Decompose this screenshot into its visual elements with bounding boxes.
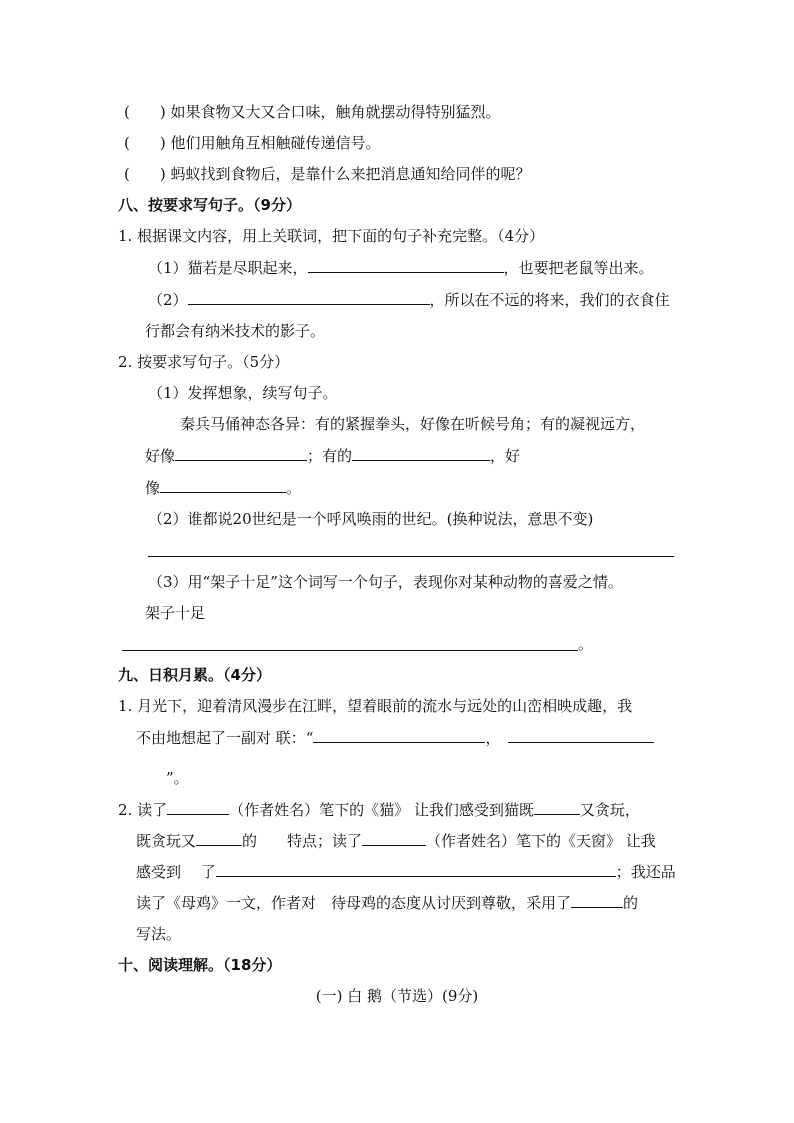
- s9-q1-line-2: [136, 728, 654, 748]
- answer-blank[interactable]: [175, 446, 307, 461]
- s8-q2-item-3-word: 架子十足: [145, 604, 206, 622]
- label: ；有的: [307, 447, 353, 465]
- judge-text: 蚂蚁找到食物后，是靠什么来把消息通知给同伴的呢？: [170, 165, 531, 183]
- answer-blank[interactable]: [160, 478, 286, 493]
- s8-q1-sentence-2: [148, 290, 670, 310]
- s8-q2-item-2: （2）谁都说20世纪是一个呼风唤雨的世纪。(换种说法，意思不变): [148, 510, 594, 528]
- label: 像: [145, 479, 161, 497]
- label: （2）: [148, 291, 188, 309]
- answer-blank[interactable]: [188, 290, 430, 305]
- answer-blank[interactable]: [534, 800, 580, 815]
- label: 感受到 了: [136, 863, 216, 881]
- s8-q2-item-1-blanks: [145, 446, 520, 466]
- answer-blank[interactable]: [196, 831, 242, 846]
- s8-q2-item-3: （3）用“架子十足”这个词写一个句子，表现你对某种动物的喜爱之情。: [148, 573, 623, 591]
- judge-line-2: [124, 133, 381, 153]
- label: ，: [485, 729, 501, 747]
- label: ，所以在不远的将来，我们的衣食住: [429, 291, 670, 309]
- label: （作者姓名）笔下的《猫》 让我们感受到猫既: [229, 801, 534, 819]
- answer-blank[interactable]: [508, 728, 654, 743]
- s9-q1-line-3: ”。: [166, 769, 189, 787]
- answer-blank[interactable]: [362, 831, 426, 846]
- paren-blank[interactable]: ( ): [124, 103, 166, 121]
- answer-blank[interactable]: [571, 893, 623, 908]
- label: （作者姓名）笔下的《天窗》 让我: [426, 832, 656, 850]
- paren-blank[interactable]: ( ): [124, 134, 166, 152]
- s8-q2-item-1-body: 秦兵马俑神态各异：有的紧握拳头，好像在听候号角；有的凝视远方，: [180, 415, 646, 433]
- answer-line[interactable]: [148, 556, 674, 557]
- label: 既贪玩又: [136, 832, 197, 850]
- s9-q2-line-3: [136, 862, 676, 882]
- s8-q2-item-3-end: 。: [578, 635, 594, 653]
- s8-q1-sentence-2-cont: 行都会有纳米技术的影子。: [145, 322, 326, 340]
- judge-text: 如果食物又大又合口味，触角就摆动得特别猛烈。: [170, 103, 501, 121]
- label: 2. 读了: [118, 801, 168, 819]
- judge-line-3: [124, 164, 531, 184]
- s9-q2-line-1: [118, 800, 640, 820]
- s8-q1: 1. 根据课文内容，用上关联词，把下面的句子补充完整。（4分）: [118, 227, 545, 245]
- label: 。: [286, 479, 302, 497]
- label: ；我还品: [615, 863, 676, 881]
- judge-text: 他们用触角互相触碰传递信号。: [170, 134, 381, 152]
- section-9-title: 九、日积月累。（4分）: [118, 666, 271, 684]
- label: 好像: [145, 447, 176, 465]
- label: ，好: [490, 447, 521, 465]
- answer-blank[interactable]: [352, 446, 490, 461]
- answer-blank[interactable]: [313, 728, 485, 743]
- s8-q1-sentence-1: [148, 258, 654, 278]
- judge-line-1: [124, 102, 501, 122]
- s9-q2-line-5: 写法。: [136, 925, 182, 943]
- label: 不由地想起了一副对 联：“: [136, 729, 314, 747]
- label: 的: [623, 894, 639, 912]
- reading-subtitle: (一) 白 鹅（节选）(9分): [315, 987, 479, 1005]
- s9-q2-line-2: [136, 831, 656, 851]
- answer-line[interactable]: [122, 650, 578, 651]
- s9-q1-line-1: 1. 月光下，迎着清风漫步在江畔，望着眼前的流水与远处的山峦相映成趣，我: [118, 697, 633, 715]
- paren-blank[interactable]: ( ): [124, 165, 166, 183]
- label: 的 特点；读了: [242, 832, 363, 850]
- label: 读了《母鸡》一文，作者对 待母鸡的态度从讨厌到尊敬，采用了: [136, 894, 572, 912]
- s8-q2: 2. 按要求写句子。（5分）: [118, 353, 290, 371]
- label: 又贪玩，: [579, 801, 640, 819]
- s9-q2-line-4: [136, 893, 638, 913]
- section-10-title: 十、阅读理解。（18分）: [118, 956, 282, 974]
- label: （1）猫若是尽职起来，: [148, 259, 308, 277]
- answer-blank[interactable]: [216, 862, 616, 877]
- label: ，也要把老鼠等出来。: [503, 259, 654, 277]
- s8-q2-item-1-blank-end: [145, 478, 301, 498]
- answer-blank[interactable]: [167, 800, 229, 815]
- answer-blank[interactable]: [308, 258, 504, 273]
- section-8-title: 八、按要求写句子。（9分）: [118, 196, 301, 214]
- s8-q2-item-1: （1）发挥想象，续写句子。: [148, 384, 338, 402]
